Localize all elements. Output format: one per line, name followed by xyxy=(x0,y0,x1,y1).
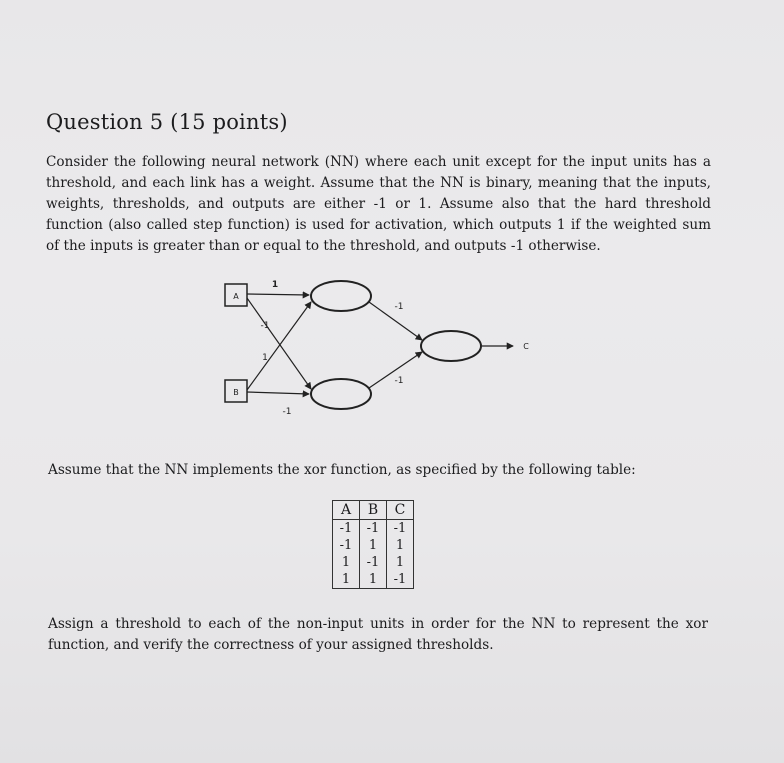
weight-bottom-output: -1 xyxy=(394,376,404,386)
xor-cell: 1 xyxy=(360,537,387,554)
table-row xyxy=(333,554,414,571)
weight-a-top: 1 xyxy=(271,280,279,290)
input-node-a-label: A xyxy=(233,292,239,301)
xor-intro: Assume that the NN implements the xor function, as specified by the following table: xyxy=(48,462,636,478)
output-c-label: C xyxy=(523,342,529,351)
xor-cell: -1 xyxy=(333,520,360,538)
table-row xyxy=(333,520,414,538)
xor-cell: 1 xyxy=(333,554,360,571)
weight-b-bottom: -1 xyxy=(282,407,292,417)
xor-cell: 1 xyxy=(387,537,414,554)
xor-header-c: C xyxy=(387,501,414,520)
weight-b-top: 1 xyxy=(262,353,268,363)
xor-cell: -1 xyxy=(360,520,387,538)
xor-cell: -1 xyxy=(387,520,414,538)
xor-header-b: B xyxy=(360,501,387,520)
weight-top-output: -1 xyxy=(394,302,404,312)
neural-network-diagram xyxy=(215,268,545,438)
question-intro: Consider the following neural network (NN) where each unit except for the input units has a threshold, and each link has a weight. Assume that the NN is binary, meaning that the inputs, weights, thresholds, and outputs are either -1 or 1. Assume also that the hard threshold function (also called step function) is used for activation, which outputs 1 if the weighted sum of the inputs is greater than or equal to the threshold, and outputs -1 otherwise. xyxy=(46,154,711,254)
xor-cell: 1 xyxy=(333,571,360,589)
table-row xyxy=(333,571,414,589)
link-b-top xyxy=(247,302,311,390)
output-unit xyxy=(421,331,481,361)
link-a-bottom xyxy=(247,298,311,389)
weight-a-bottom: -1 xyxy=(260,321,270,331)
xor-cell: 1 xyxy=(360,571,387,589)
xor-cell: -1 xyxy=(333,537,360,554)
input-node-b-label: B xyxy=(233,388,239,397)
xor-table xyxy=(332,500,414,589)
link-b-bottom xyxy=(247,392,309,394)
xor-table-header xyxy=(333,501,414,520)
hidden-unit-top xyxy=(311,281,371,311)
link-a-top xyxy=(247,294,309,295)
question-title: Question 5 (15 points) xyxy=(46,110,288,134)
table-row xyxy=(333,537,414,554)
xor-cell: -1 xyxy=(387,571,414,589)
xor-header-a: A xyxy=(333,501,360,520)
xor-cell: -1 xyxy=(360,554,387,571)
xor-cell: 1 xyxy=(387,554,414,571)
task-text: Assign a threshold to each of the non-input units in order for the NN to represent the xor function, and verify the correctness of your assigned thresholds. xyxy=(48,616,708,653)
hidden-unit-bottom xyxy=(311,379,371,409)
